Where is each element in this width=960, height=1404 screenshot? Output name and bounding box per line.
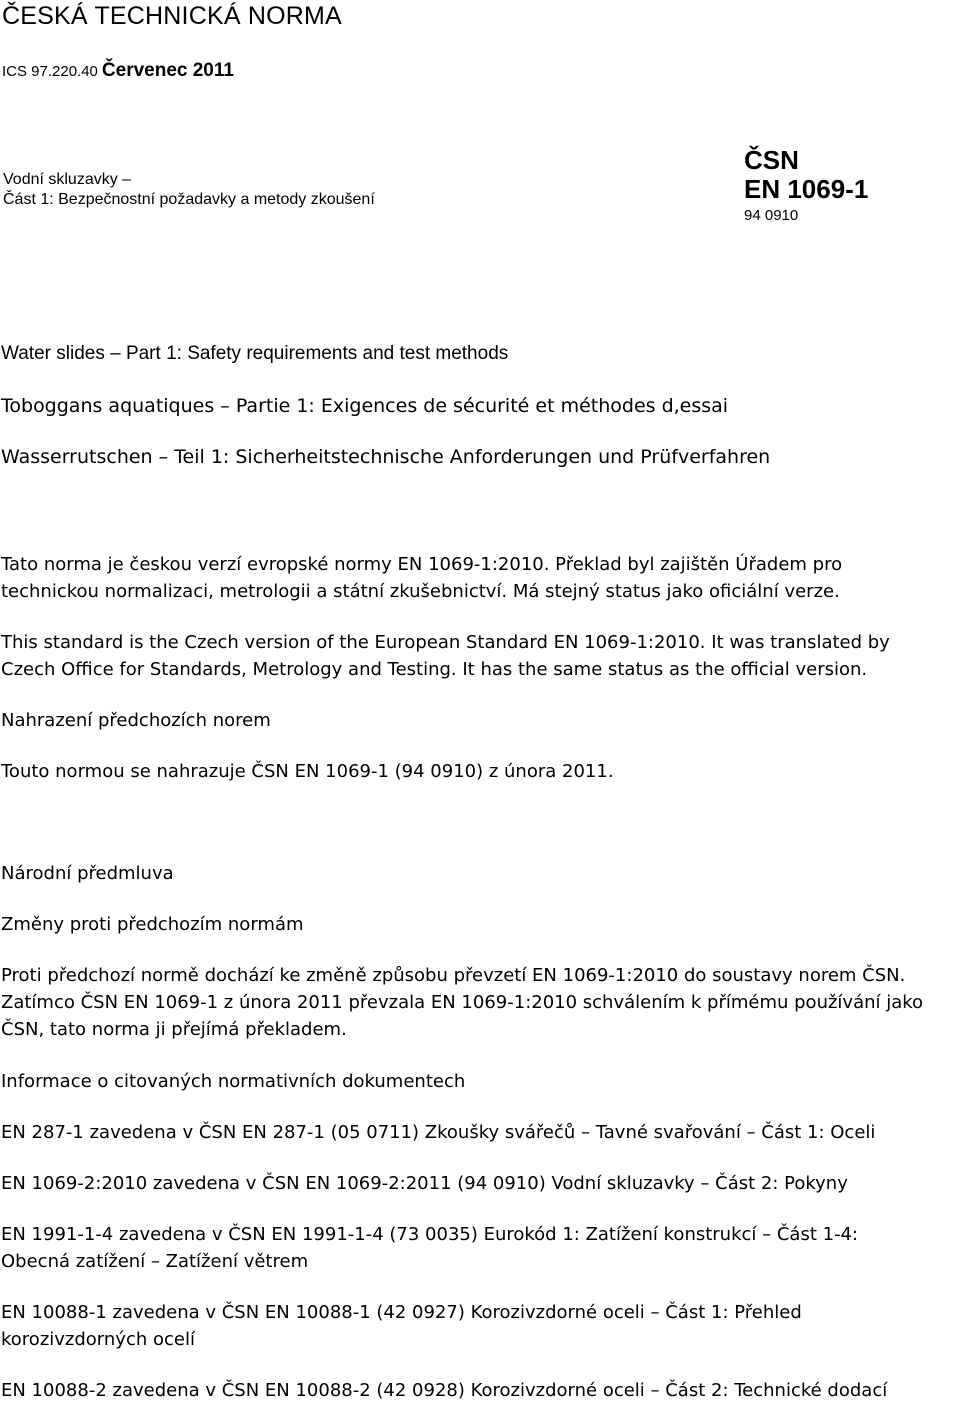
publication-date: Červenec 2011	[101, 60, 234, 81]
german-title: Wasserrutschen – Teil 1: Sicherheitstechnische Anforderungen und Prüfverfahren	[1, 446, 771, 468]
standard-number: EN 1069-1	[744, 174, 869, 204]
status-english-line-2: Czech Office for Standards, Metrology and Testing. It has the same status as the official version.	[1, 659, 868, 680]
standard-designation	[744, 146, 868, 226]
reference-line-1: EN 287-1 zavedena v ČSN EN 287-1 (05 0711) Zkoušky svářečů – Tavné svařování – Část 1: Oceli	[1, 1122, 876, 1143]
changes-heading: Změny proti předchozím normám	[1, 914, 304, 935]
replacement-heading: Nahrazení předchozích norem	[1, 710, 271, 731]
czech-title-line-1: Vodní skluzavky –	[3, 171, 132, 188]
reference-item	[1, 1299, 959, 1353]
reference-item	[1, 1377, 959, 1404]
changes-text	[1, 962, 959, 1043]
csn-label: ČSN	[744, 145, 799, 175]
english-title: Water slides – Part 1: Safety requirements and test methods	[1, 343, 509, 364]
status-english-line-1: This standard is the Czech version of the European Standard EN 1069-1:2010. It was translated by	[1, 632, 890, 653]
reference-item	[1, 1170, 959, 1197]
reference-line-2: korozivzdorných ocelí	[1, 1329, 195, 1350]
changes-line-1: Proti předchozí normě dochází ke změně způsobu převzetí EN 1069-1:2010 do soustavy norem ČSN.	[1, 965, 906, 986]
ics-date-line	[2, 60, 234, 82]
reference-line-1: EN 1991-1-4 zavedena v ČSN EN 1991-1-4 (73 0035) Eurokód 1: Zatížení konstrukcí – Část 1-4:	[1, 1224, 859, 1245]
status-czech	[1, 551, 959, 605]
ics-code: ICS 97.220.40	[2, 63, 98, 80]
czech-title	[3, 170, 375, 210]
replacement-text: Touto normou se nahrazuje ČSN EN 1069-1 (94 0910) z února 2011.	[1, 761, 614, 782]
reference-line-1: EN 10088-1 zavedena v ČSN EN 10088-1 (42 0927) Korozivzdorné oceli – Část 1: Přehled	[1, 1302, 802, 1323]
status-czech-line-2: technickou normalizaci, metrologii a státní zkušebnictví. Má stejný status jako oficiální verze.	[1, 581, 840, 602]
cited-documents-heading: Informace o citovaných normativních dokumentech	[1, 1071, 466, 1092]
changes-line-3: ČSN, tato norma ji přejímá překladem.	[1, 1019, 347, 1040]
reference-item	[1, 1221, 959, 1275]
classification-number: 94 0910	[744, 207, 799, 224]
reference-item	[1, 1119, 959, 1146]
reference-line-1: EN 10088-2 zavedena v ČSN EN 10088-2 (42 0928) Korozivzdorné oceli – Část 2: Technické dodací	[1, 1380, 888, 1401]
reference-line-1: EN 1069-2:2010 zavedena v ČSN EN 1069-2:2011 (94 0910) Vodní skluzavky – Část 2: Pokyny	[1, 1173, 848, 1194]
national-foreword-heading: Národní předmluva	[1, 863, 174, 884]
czech-title-line-2: Část 1: Bezpečnostní požadavky a metody zkoušení	[3, 191, 375, 208]
document-type-title: ČESKÁ TECHNICKÁ NORMA	[2, 2, 342, 30]
changes-line-2: Zatímco ČSN EN 1069-1 z února 2011 převzala EN 1069-1:2010 schválením k přímému používání jako	[1, 992, 924, 1013]
reference-line-2: Obecná zatížení – Zatížení větrem	[1, 1251, 309, 1272]
status-czech-line-1: Tato norma je českou verzí evropské normy EN 1069-1:2010. Překlad byl zajištěn Úřadem pro	[1, 554, 843, 575]
status-english	[1, 629, 959, 683]
french-title: Toboggans aquatiques – Partie 1: Exigences de sécurité et méthodes d,essai	[1, 395, 729, 417]
